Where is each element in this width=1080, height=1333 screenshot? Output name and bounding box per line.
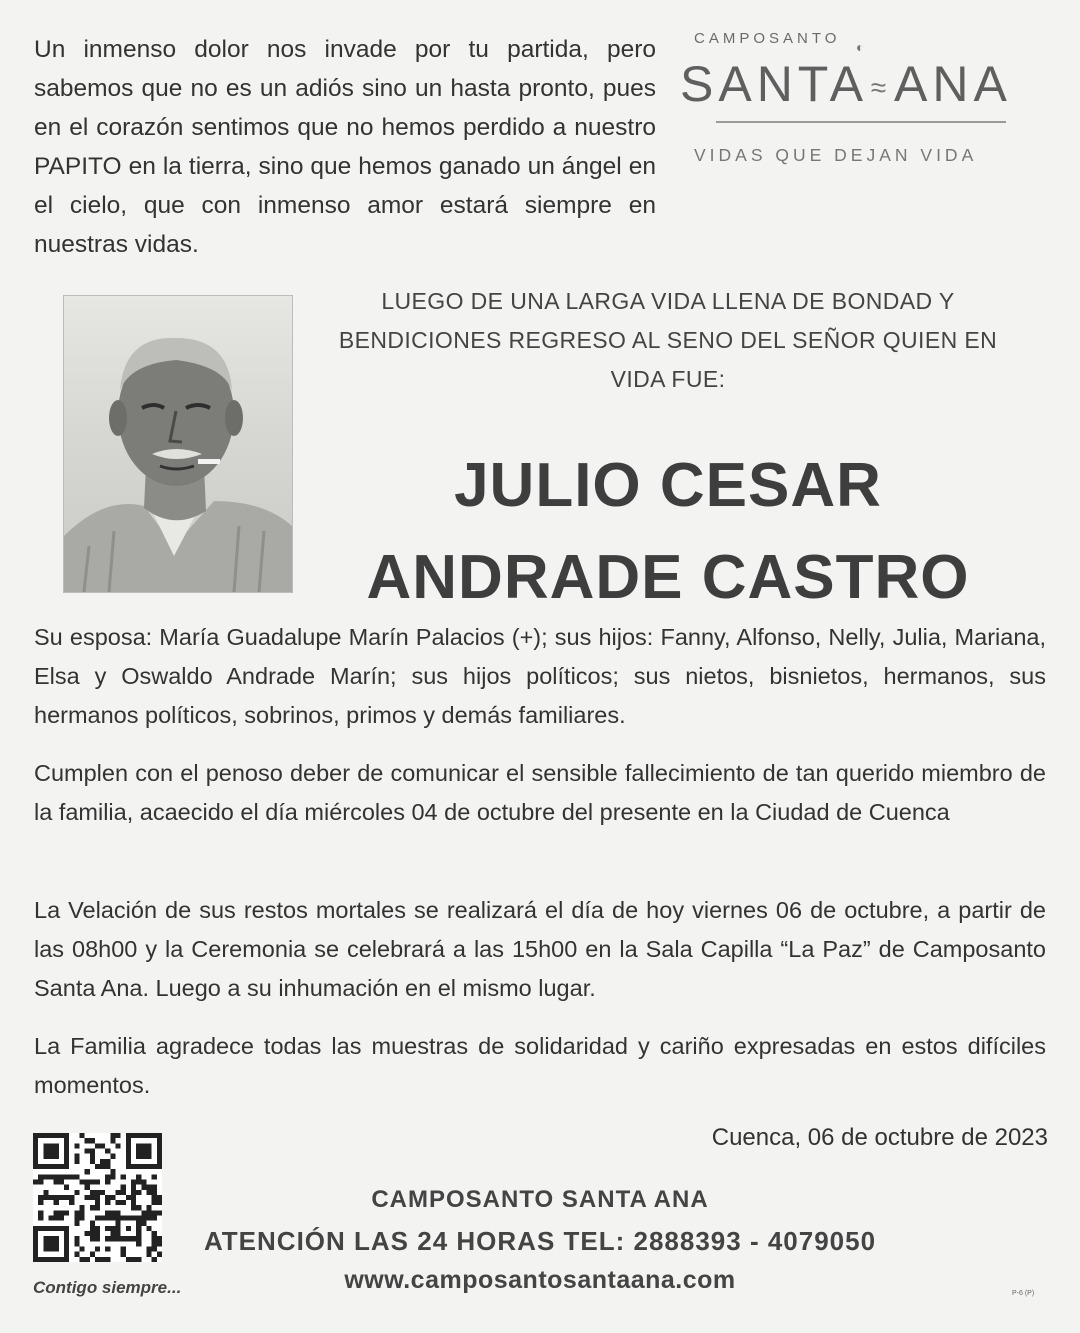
date-line: Cuenca, 06 de octubre de 2023 — [711, 1124, 1048, 1151]
thanks-paragraph: La Familia agradece todas las muestras de solidaridad y cariño expresadas en estos difíciles momentos. — [34, 1033, 1046, 1098]
announcement-line-3: VIDA FUE: — [610, 366, 726, 392]
announcement-line-2: BENDICIONES REGRESO AL SENO DEL SEÑOR QUIEN EN — [338, 327, 998, 353]
deceased-name — [300, 440, 1036, 624]
intro-text: Un inmenso dolor nos invade por tu partida, pero sabemos que no es un adiós sino un hasta pronto, pues en el corazón sentimos que no hemos perdido a nuestro PAPITO en la tierra, sino que hemos ganado un ángel en el cielo, que con inmenso amor estará siempre en nuestras vidas. — [34, 36, 656, 258]
footer-company-name: CAMPOSANTO SANTA ANA — [371, 1186, 709, 1213]
footer-website-link[interactable]: www.camposantosantaana.com — [344, 1266, 736, 1294]
wake-paragraph: La Velación de sus restos mortales se realizará el día de hoy viernes 06 de octubre, a partir de las 08h00 y la Ceremonia se celebrará a las 15h00 en la Sala Capilla “La Paz” de Camposanto Santa Ana. Luego a su inhumación en el mismo lugar. — [34, 897, 1046, 1001]
camposanto-santa-ana-logo — [680, 30, 1040, 166]
family-paragraph: Su esposa: María Guadalupe Marín Palacios (+); sus hijos: Fanny, Alfonso, Nelly, Julia, Mariana, Elsa y Oswaldo Andrade Marín; sus hijos políticos; sus nietos, bisnietos, hermanos, sus hermanos políticos, sobrinos, primos y demás familiares. — [34, 624, 1046, 728]
announcement — [300, 282, 1036, 399]
deceased-photo — [63, 295, 293, 593]
logo-divider — [716, 121, 1006, 123]
logo-divider-icon: ≈ — [870, 71, 892, 103]
logo-top-text: CAMPOSANTO — [694, 30, 841, 47]
deceased-first-names: JULIO CESAR — [454, 451, 882, 520]
footer-phone: ATENCIÓN LAS 24 HORAS TEL: 2888393 - 4079050 — [203, 1226, 877, 1256]
qr-code-icon[interactable] — [33, 1133, 162, 1262]
notice-paragraph: Cumplen con el penoso deber de comunicar el sensible fallecimiento de tan querido miembro de la familia, acaecido el día miércoles 04 de octubre del presente en la Ciudad de Cuenca — [34, 760, 1046, 825]
logo-main-text — [680, 39, 1040, 113]
deceased-surnames: ANDRADE CASTRO — [366, 543, 970, 612]
announcement-line-1: LUEGO DE UNA LARGA VIDA LLENA DE BONDAD Y — [381, 288, 955, 314]
flame-icon: ◐ — [856, 39, 870, 55]
logo-tagline: VIDAS QUE DEJAN VIDA — [694, 145, 978, 165]
logo-main-right: ANA — [894, 56, 1012, 112]
print-code: P-6 (P) — [1012, 1290, 1035, 1297]
qr-caption: Contigo siempre... — [33, 1278, 182, 1297]
logo-main-left: SANTA — [680, 56, 868, 112]
